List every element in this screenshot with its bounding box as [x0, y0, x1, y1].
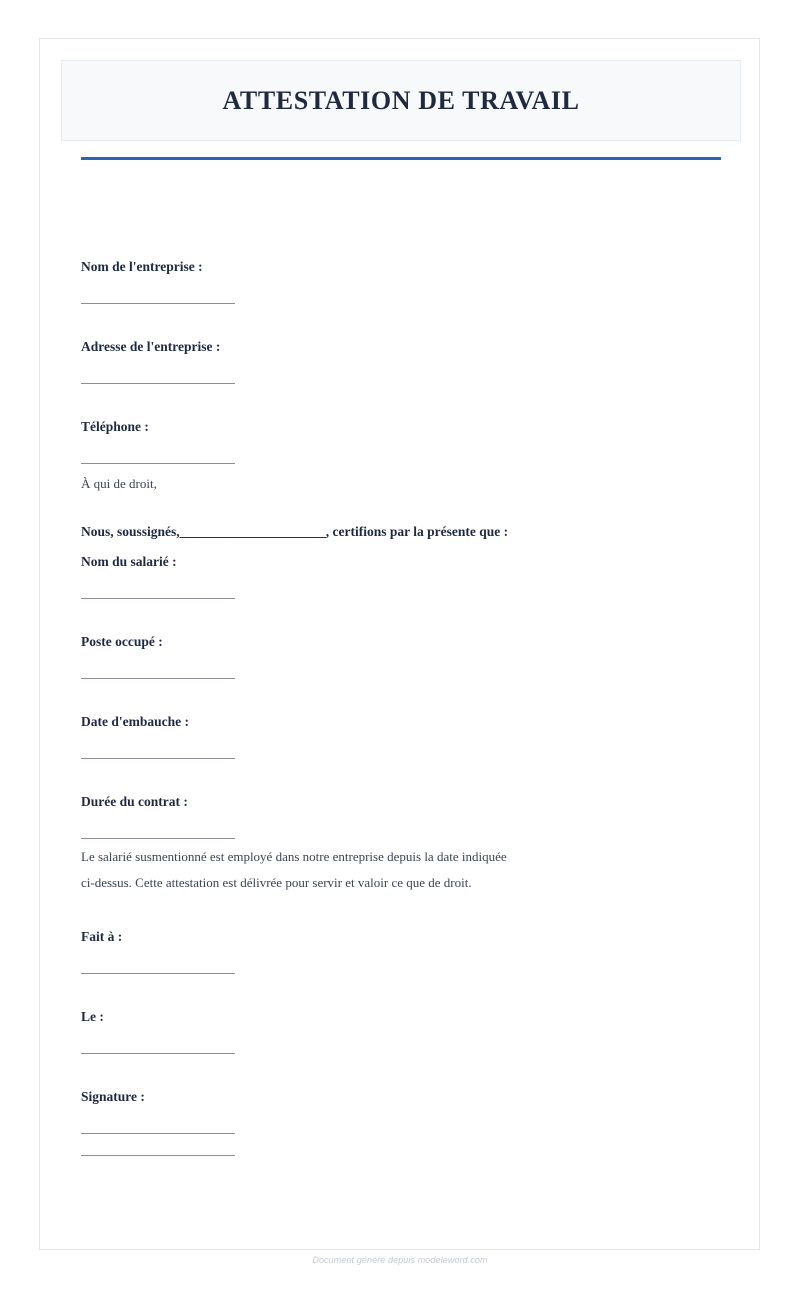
document-header-box [61, 60, 741, 141]
document-sheet [39, 38, 760, 1250]
field-input-phone[interactable] [81, 463, 235, 464]
field-input-signature-line-1[interactable] [81, 1133, 235, 1134]
field-phone-label-wrap [81, 418, 149, 436]
body-paragraph [81, 850, 541, 889]
body-paragraph-line-1: Le salarié susmentionné est employé dans notre entreprise depuis la date indiquée [81, 849, 507, 864]
body-paragraph-line-2: ci-dessus. Cette attestation est délivrée pour servir et valoir ce que de droit. [81, 875, 472, 890]
page-title: ATTESTATION DE TRAVAIL [222, 85, 580, 115]
field-input-place[interactable] [81, 973, 235, 974]
field-label-employee-name: Nom du salarié : [81, 554, 177, 569]
statement-prefix: Nous, soussignés, [81, 524, 180, 539]
accent-divider [81, 157, 721, 160]
field-input-hire-date[interactable] [81, 758, 235, 759]
field-input-employee-name[interactable] [81, 598, 235, 599]
field-label-place: Fait à : [81, 929, 123, 944]
field-date-label-wrap [81, 1008, 104, 1026]
footer-attribution: Document généré depuis modeleword.com [312, 1255, 488, 1265]
field-company-name-label-wrap [81, 258, 203, 276]
field-company-address-label-wrap [81, 338, 220, 356]
field-input-date[interactable] [81, 1053, 235, 1054]
salutation-wrap [81, 475, 157, 493]
field-signature-label-wrap [81, 1088, 145, 1106]
field-label-company-name: Nom de l'entreprise : [81, 259, 203, 274]
field-label-phone: Téléphone : [81, 419, 149, 434]
field-contract-duration-label-wrap [81, 793, 188, 811]
field-label-company-address: Adresse de l'entreprise : [81, 339, 221, 354]
field-position-label-wrap [81, 633, 163, 651]
field-input-company-name[interactable] [81, 303, 235, 304]
field-employee-name-label-wrap [81, 553, 177, 571]
field-label-date: Le : [81, 1009, 104, 1024]
document-footer [0, 1250, 800, 1268]
field-label-signature: Signature : [81, 1089, 145, 1104]
field-place-label-wrap [81, 928, 122, 946]
field-label-hire-date: Date d'embauche : [81, 714, 189, 729]
field-input-contract-duration[interactable] [81, 838, 235, 839]
field-input-position[interactable] [81, 678, 235, 679]
statement-suffix: , certifions par la présente que : [325, 524, 509, 539]
statement-blank-input[interactable]: _______________________ [179, 524, 326, 539]
statement-line [81, 523, 508, 541]
salutation-text: À qui de droit, [81, 476, 157, 491]
field-input-signature-line-2[interactable] [81, 1155, 235, 1156]
field-input-company-address[interactable] [81, 383, 235, 384]
field-hire-date-label-wrap [81, 713, 189, 731]
field-label-position: Poste occupé : [81, 634, 163, 649]
field-label-contract-duration: Durée du contrat : [81, 794, 188, 809]
